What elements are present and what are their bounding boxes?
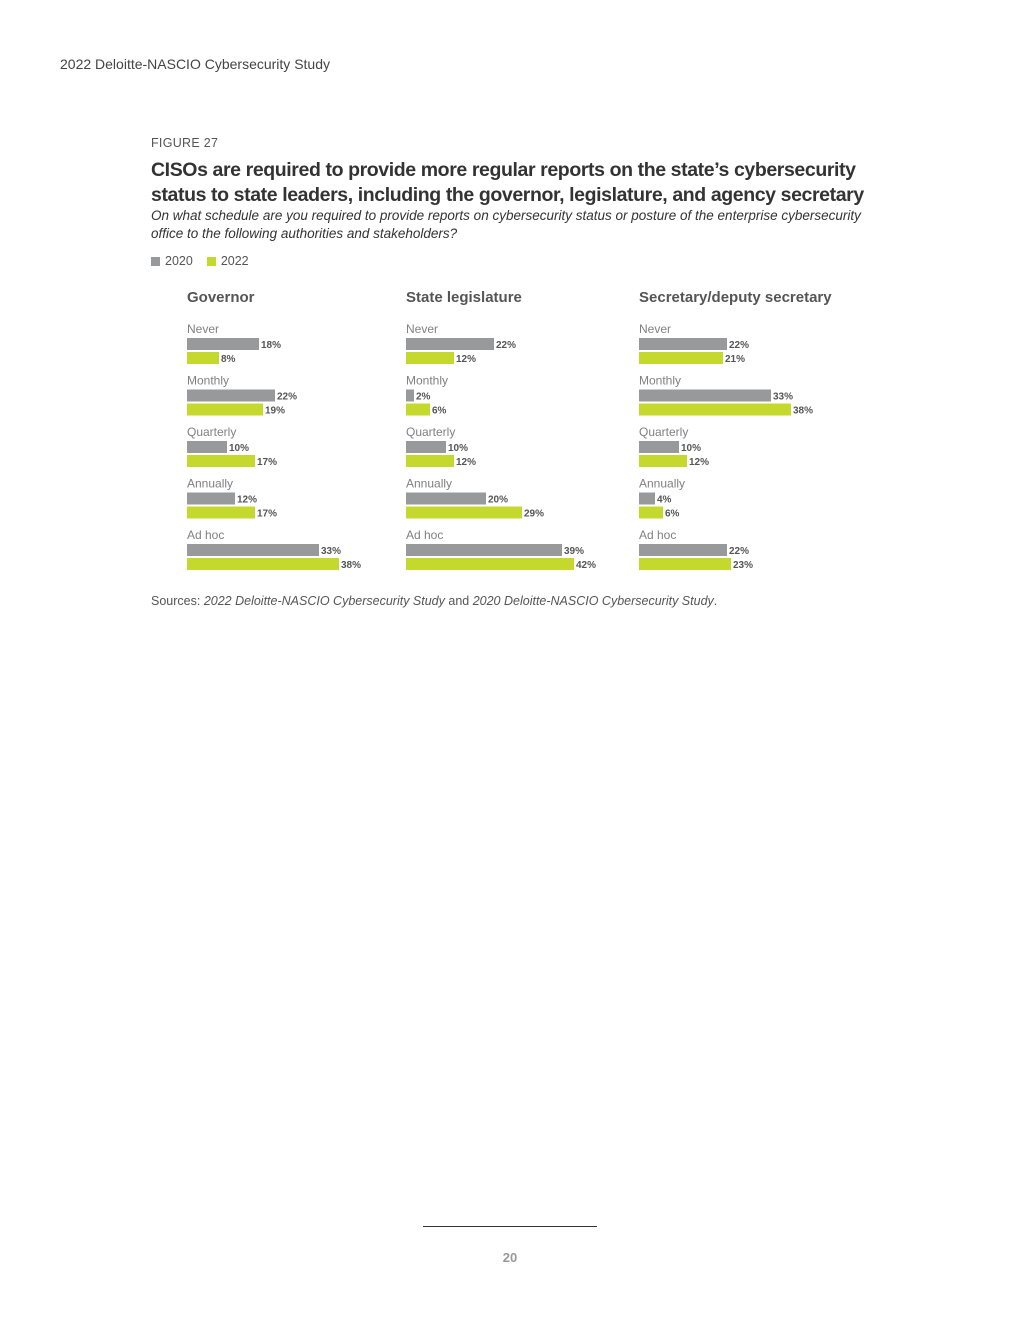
value-label-governor-quarterly-2022: 17%: [257, 457, 278, 468]
bar-state-legislature-ad-hoc-2022: [406, 558, 574, 570]
sources-note: [151, 594, 717, 608]
value-label-state-legislature-annually-2020: 20%: [488, 494, 509, 506]
figure-question: On what schedule are you required to provide reports on cybersecurity status or posture of the enterprise cybersecurity office to the following authorities and stakeholders?: [151, 208, 861, 241]
value-label-governor-monthly-2020: 22%: [277, 391, 298, 403]
bar-governor-ad-hoc-2022: [187, 558, 339, 570]
bar-governor-never-2022: [187, 352, 219, 364]
bar-governor-annually-2020: [187, 493, 235, 505]
category-label-governor-ad-hoc: Ad hoc: [187, 528, 225, 542]
value-label-secretary-deputy-secretary-ad-hoc-2020: 22%: [729, 546, 750, 557]
bar-state-legislature-monthly-2022: [406, 404, 430, 416]
legend-label-2020: 2020: [165, 254, 193, 268]
category-label-state-legislature-ad-hoc: Ad hoc: [406, 528, 444, 542]
value-label-state-legislature-quarterly-2020: 10%: [448, 443, 469, 454]
bar-state-legislature-never-2020: [406, 338, 494, 350]
bar-state-legislature-ad-hoc-2020: [406, 544, 562, 556]
bar-governor-never-2020: [187, 338, 259, 350]
value-label-state-legislature-quarterly-2022: 12%: [456, 457, 477, 468]
page-number: 20: [502, 1250, 518, 1265]
value-label-secretary-deputy-secretary-quarterly-2020: 10%: [681, 443, 702, 454]
bar-secretary-deputy-secretary-annually-2020: [639, 493, 655, 505]
bar-secretary-deputy-secretary-monthly-2022: [639, 404, 791, 416]
value-label-governor-monthly-2022: 19%: [265, 405, 286, 417]
bar-state-legislature-quarterly-2022: [406, 455, 454, 467]
value-label-governor-quarterly-2020: 10%: [229, 443, 250, 454]
value-label-governor-ad-hoc-2022: 38%: [341, 560, 362, 571]
sources-conjunction: and: [444, 594, 473, 608]
value-label-secretary-deputy-secretary-monthly-2022: 38%: [793, 405, 814, 417]
sources-study-2022: 2022 Deloitte-NASCIO Cybersecurity Study: [203, 594, 445, 608]
figure-title: CISOs are required to provide more regular reports on the state’s cybersecurity status to state leaders, including the governor, legislature, and agency secretary: [151, 159, 864, 206]
category-label-secretary-deputy-secretary-quarterly: Quarterly: [639, 425, 689, 439]
bar-secretary-deputy-secretary-never-2020: [639, 338, 727, 350]
category-label-state-legislature-annually: Annually: [406, 476, 453, 491]
category-label-state-legislature-quarterly: Quarterly: [406, 425, 456, 439]
value-label-secretary-deputy-secretary-ad-hoc-2022: 23%: [733, 560, 754, 571]
bar-state-legislature-annually-2020: [406, 493, 486, 505]
panel-title-governor: Governor: [187, 289, 255, 306]
category-label-governor-never: Never: [187, 322, 220, 336]
bar-governor-monthly-2022: [187, 404, 263, 416]
sources-study-2020: 2020 Deloitte-NASCIO Cybersecurity Study: [472, 594, 714, 608]
bar-secretary-deputy-secretary-monthly-2020: [639, 390, 771, 402]
bar-state-legislature-quarterly-2020: [406, 441, 446, 453]
panel-title-state-legislature: State legislature: [406, 289, 522, 306]
category-label-state-legislature-never: Never: [406, 322, 439, 336]
category-label-governor-annually: Annually: [187, 476, 234, 491]
bar-state-legislature-annually-2022: [406, 507, 522, 519]
bar-governor-monthly-2020: [187, 390, 275, 402]
running-header: 2022 Deloitte-NASCIO Cybersecurity Study: [60, 56, 330, 72]
value-label-secretary-deputy-secretary-monthly-2020: 33%: [773, 391, 794, 403]
bar-governor-annually-2022: [187, 507, 255, 519]
value-label-secretary-deputy-secretary-quarterly-2022: 12%: [689, 457, 710, 468]
footer-rule: [423, 1226, 597, 1227]
value-label-state-legislature-never-2020: 22%: [496, 340, 517, 351]
category-label-secretary-deputy-secretary-never: Never: [639, 322, 672, 336]
bar-secretary-deputy-secretary-quarterly-2022: [639, 455, 687, 467]
category-label-secretary-deputy-secretary-annually: Annually: [639, 476, 686, 491]
bar-secretary-deputy-secretary-quarterly-2020: [639, 441, 679, 453]
category-label-secretary-deputy-secretary-monthly: Monthly: [639, 373, 682, 388]
value-label-state-legislature-ad-hoc-2020: 39%: [564, 546, 585, 557]
figure-label: FIGURE 27: [151, 136, 219, 150]
category-label-governor-monthly: Monthly: [187, 373, 230, 388]
bar-secretary-deputy-secretary-ad-hoc-2020: [639, 544, 727, 556]
value-label-state-legislature-monthly-2022: 6%: [432, 405, 447, 417]
category-label-secretary-deputy-secretary-ad-hoc: Ad hoc: [639, 528, 677, 542]
value-label-state-legislature-annually-2022: 29%: [524, 508, 545, 520]
value-label-state-legislature-monthly-2020: 2%: [416, 391, 431, 403]
bar-governor-quarterly-2020: [187, 441, 227, 453]
legend-label-2022: 2022: [220, 254, 249, 268]
value-label-governor-ad-hoc-2020: 33%: [321, 546, 342, 557]
bar-secretary-deputy-secretary-never-2022: [639, 352, 723, 364]
value-label-state-legislature-ad-hoc-2022: 42%: [576, 560, 597, 571]
category-label-state-legislature-monthly: Monthly: [406, 373, 449, 388]
bar-secretary-deputy-secretary-annually-2022: [639, 507, 663, 519]
sources-suffix: .: [713, 594, 718, 608]
value-label-secretary-deputy-secretary-annually-2020: 4%: [657, 494, 672, 506]
value-label-governor-annually-2022: 17%: [257, 508, 278, 520]
value-label-governor-never-2020: 18%: [261, 340, 282, 351]
value-label-secretary-deputy-secretary-never-2020: 22%: [729, 340, 750, 351]
value-label-governor-annually-2020: 12%: [237, 494, 258, 506]
value-label-secretary-deputy-secretary-never-2022: 21%: [725, 354, 746, 365]
bar-governor-quarterly-2022: [187, 455, 255, 467]
value-label-governor-never-2022: 8%: [221, 354, 236, 365]
bar-state-legislature-monthly-2020: [406, 390, 414, 402]
value-label-secretary-deputy-secretary-annually-2022: 6%: [665, 508, 680, 520]
value-label-state-legislature-never-2022: 12%: [456, 354, 477, 365]
panel-title-secretary-deputy-secretary: Secretary/deputy secretary: [639, 289, 832, 306]
sources-prefix: Sources:: [151, 594, 204, 608]
bar-secretary-deputy-secretary-ad-hoc-2022: [639, 558, 731, 570]
bar-governor-ad-hoc-2020: [187, 544, 319, 556]
bar-chart: [0, 0, 1020, 600]
category-label-governor-quarterly: Quarterly: [187, 425, 237, 439]
bar-state-legislature-never-2022: [406, 352, 454, 364]
